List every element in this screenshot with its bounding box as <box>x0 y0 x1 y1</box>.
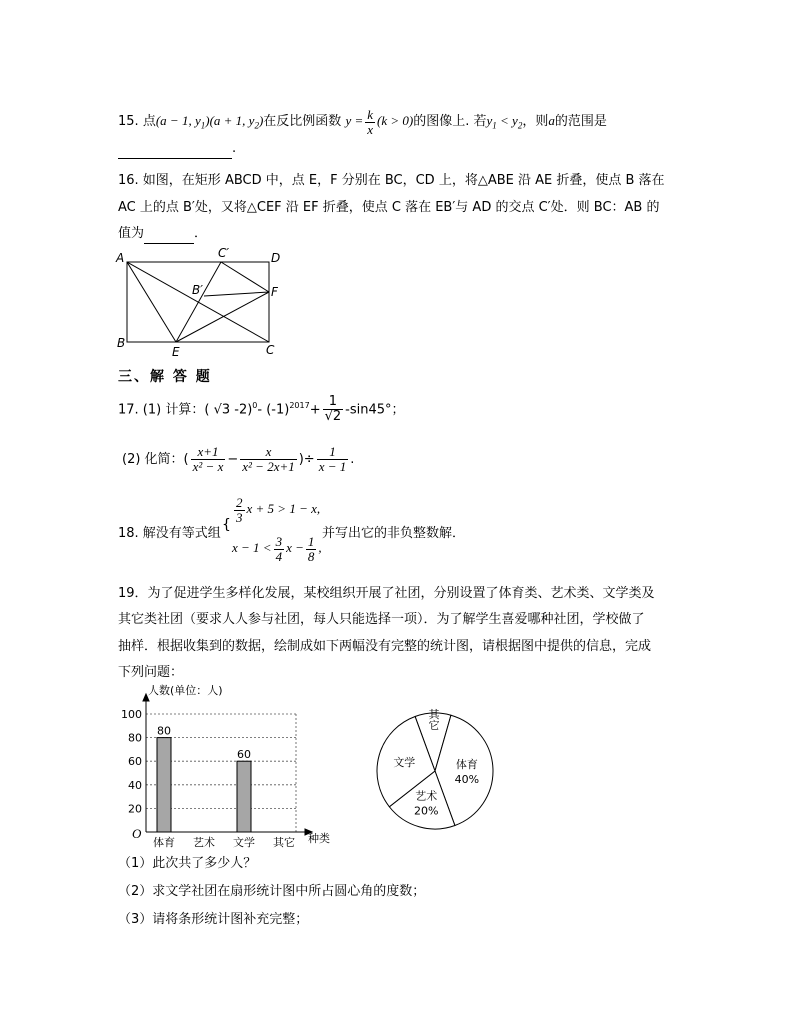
label-c-prime: C′ <box>218 246 230 260</box>
label-b: B <box>117 336 126 350</box>
pie-label-体育: 体育 <box>455 757 478 771</box>
q15-var-a: a <box>548 113 555 128</box>
q19-line-4: 下列问题： <box>118 665 184 680</box>
ytick-label-100: 100 <box>121 708 142 721</box>
label-e: E <box>172 345 180 359</box>
q18-tail: 并写出它的非负整数解． <box>322 526 466 541</box>
q15-text-2: 在反比例函数 <box>263 114 342 129</box>
question-15 <box>118 104 607 138</box>
label-a: A <box>116 251 125 265</box>
q18-label: 18. 解没有等式组 <box>118 526 221 541</box>
ytick-label-40: 40 <box>128 778 142 792</box>
segment-cprime-f <box>221 262 269 292</box>
q17-part-1: 17. (1) 计算：( √3 -2)$^0$- $(-1)^{2017}+$ $\frac{1}{√2}$ -sin45°； <box>118 394 405 425</box>
label-b-prime: B′ <box>192 283 203 297</box>
q16-line-3: 值为 ． <box>118 225 207 244</box>
label-f: F <box>271 285 278 299</box>
q19-line-3: 抽样．根据收集到的数据，绘制成如下两幅没有完整的统计图，请根据图中提供的信息，完成 <box>118 639 652 654</box>
bar-体育 <box>157 738 171 832</box>
category-label-其它: 其它 <box>273 836 295 849</box>
ytick-label-80: 80 <box>128 731 142 745</box>
segment-ae <box>127 262 176 342</box>
q15-function: y = $\frac{k}{x}$ (k > 0) <box>345 106 414 137</box>
category-label-艺术: 艺术 <box>193 836 215 849</box>
q19-sub-1: （1）此次共了多少人？ <box>118 856 257 871</box>
q15-blank <box>118 140 232 159</box>
bar-value-label-体育: 80 <box>157 724 171 738</box>
q15-text-4: ，则 <box>522 114 549 129</box>
q19-sub-2: （2）求文学社团在扇形统计图中所占圆心角的度数； <box>118 884 426 899</box>
q15-end: . <box>232 141 237 156</box>
bar-value-label-文学: 60 <box>237 748 251 762</box>
q18-inequality-2: x − 1 < $\frac{3}{4}$ x − $\frac{1}{8}$ , <box>232 533 322 564</box>
category-label-体育: 体育 <box>153 836 175 849</box>
q15-text-5: 的范围是 <box>554 114 607 129</box>
q15-number: 15. <box>118 114 139 129</box>
q15-text-1: 点 <box>142 114 156 129</box>
q15-point-2: (a + 1, $y_2$) <box>209 113 264 131</box>
q19-sub-3: （3）请将条形统计图补充完整； <box>118 912 309 927</box>
q15-point-1: (a − 1, $y_1$) <box>155 113 210 131</box>
label-c: C <box>266 343 275 357</box>
bar-chart-origin: O <box>132 826 142 841</box>
rectangle-fold-figure <box>112 246 292 360</box>
q15-answer-line <box>118 140 236 159</box>
q16-blank <box>144 225 194 244</box>
q19-line-2: 其它类社团（要求人人参与社团，每人只能选择一项）．为了解学生喜爱哪种社团，学校做了 <box>118 612 645 627</box>
pie-label-文学: 文学 <box>393 756 416 770</box>
pie-chart <box>370 706 500 836</box>
bar-chart-xlabel: 种类 <box>308 832 330 845</box>
pie-percent-艺术: 20% <box>414 804 439 818</box>
bar-文学 <box>237 761 251 832</box>
bar-chart <box>112 682 342 850</box>
q16-line-1: 16. 如图，在矩形 ABCD 中，点 E，F 分别在 BC，CD 上，将△ABE 沿 AE 折叠，使点 B 落在 <box>118 173 665 188</box>
q17-part-2: (2) 化简：( $\frac{x+1}{\text{x² − x}}$ − $\frac{x}{\text{x² − 2x+1}}$ )÷ $\frac{1}{x - 1}$ . <box>122 444 355 474</box>
q18-brace: { <box>222 517 231 533</box>
segment-bprime-f <box>204 292 269 296</box>
q15-inequality: $y_1 < y_2$ <box>486 113 523 131</box>
q16-line-2: AC 上的点 B′处，又将△CEF 沿 EF 折叠，使点 C 落在 EB′与 AD 的交点 C′处．则 BC：AB 的 <box>118 200 660 215</box>
q18-inequality-1: $\frac{2}{3}$ x + 5 > 1 − x, <box>236 494 321 525</box>
pie-label-艺术: 艺术 <box>415 789 438 803</box>
section-3-heading: 三、解 答 题 <box>118 369 212 385</box>
pie-percent-体育: 40% <box>454 772 480 786</box>
pie-label-其它: 其它 <box>427 708 441 731</box>
ytick-label-20: 20 <box>128 802 142 816</box>
q15-text-3: 的图像上. 若 <box>413 114 487 129</box>
q19-line-1: 19．为了促进学生多样化发展，某校组织开展了社团，分别设置了体育类、艺术类、文学类及 <box>118 586 655 601</box>
category-label-文学: 文学 <box>233 836 255 849</box>
bar-chart-ylabel: 人数(单位：人) <box>148 684 223 697</box>
ytick-label-60: 60 <box>128 755 142 769</box>
label-d: D <box>271 251 281 265</box>
